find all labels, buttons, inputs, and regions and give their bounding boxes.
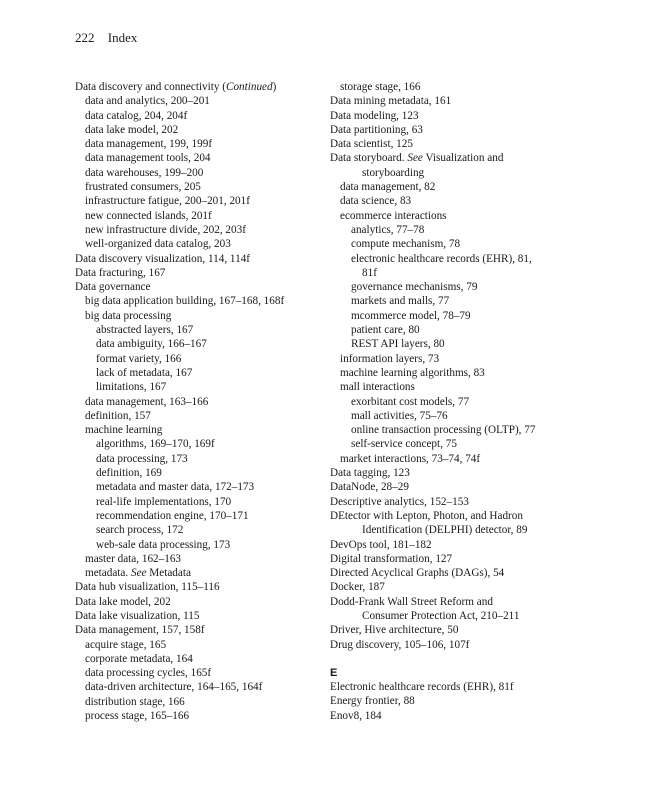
entry-text: definition, 157 xyxy=(85,409,151,422)
entry-text: data management, 199, 199f xyxy=(85,138,213,151)
entry-text: Data management, 157, 158f xyxy=(75,624,205,637)
entry-italic-text: Continued xyxy=(225,81,273,93)
index-main-entry xyxy=(330,509,600,523)
index-sub-entry xyxy=(75,395,325,409)
section-title: Index xyxy=(107,30,138,45)
index-sub-entry xyxy=(75,180,325,194)
entry-text: data ambiguity, 166–167 xyxy=(96,338,207,351)
entry-text: machine learning xyxy=(85,424,163,437)
index-sub-entry xyxy=(75,366,325,380)
entry-text: mcommerce model, 78–79 xyxy=(351,309,471,322)
entry-text: Data modeling, 123 xyxy=(330,109,419,122)
index-sub-entry xyxy=(330,452,600,466)
index-main-entry xyxy=(75,609,325,623)
index-sub-entry xyxy=(75,680,325,694)
entry-text: Identification (DELPHI) detector, 89 xyxy=(362,524,528,537)
index-sub-entry xyxy=(330,309,600,323)
entry-text: data lake model, 202 xyxy=(85,123,179,136)
index-sub-entry xyxy=(75,566,325,580)
entry-text: data and analytics, 200–201 xyxy=(85,95,210,108)
entry-text: Driver, Hive architecture, 50 xyxy=(330,624,459,637)
entry-text: distribution stage, 166 xyxy=(85,695,185,708)
entry-text: online transaction processing (OLTP), 77 xyxy=(351,424,536,437)
index-sub-entry xyxy=(330,166,600,180)
index-main-entry xyxy=(330,94,600,108)
entry-text: Energy frontier, 88 xyxy=(330,695,415,708)
entry-text: patient care, 80 xyxy=(351,324,420,337)
entry-text: storyboarding xyxy=(362,166,425,179)
entry-text: Data fracturing, 167 xyxy=(75,266,166,279)
index-sub-entry xyxy=(330,209,600,223)
index-sub-entry xyxy=(330,294,600,308)
index-main-entry xyxy=(75,80,325,94)
index-sub-entry xyxy=(75,380,325,394)
entry-text: frustrated consumers, 205 xyxy=(85,181,201,194)
entry-text: machine learning algorithms, 83 xyxy=(340,366,485,379)
index-sub-entry xyxy=(75,495,325,509)
index-sub-entry xyxy=(75,666,325,680)
index-sub-entry xyxy=(330,223,600,237)
entry-text: Data hub visualization, 115–116 xyxy=(75,581,220,594)
index-main-entry xyxy=(330,109,600,123)
entry-text: limitations, 167 xyxy=(96,381,167,394)
entry-text: acquire stage, 165 xyxy=(85,638,167,651)
index-main-entry xyxy=(330,495,600,509)
entry-text: data management, 82 xyxy=(340,181,436,194)
index-sub-entry xyxy=(75,423,325,437)
index-column-left xyxy=(75,80,325,723)
entry-text: REST API layers, 80 xyxy=(351,338,445,351)
index-sub-entry xyxy=(75,437,325,451)
index-main-entry xyxy=(330,580,600,594)
index-sub-entry xyxy=(75,223,325,237)
index-sub-entry xyxy=(330,380,600,394)
index-sub-entry xyxy=(330,323,600,337)
entry-text: lack of metadata, 167 xyxy=(96,366,193,379)
index-sub-entry xyxy=(75,137,325,151)
index-sub-entry xyxy=(75,538,325,552)
index-main-entry xyxy=(330,566,600,580)
index-sub-entry xyxy=(75,709,325,723)
entry-text: Enov8, 184 xyxy=(330,709,382,722)
index-sub-entry xyxy=(330,395,600,409)
index-sub-entry xyxy=(330,280,600,294)
index-sub-entry xyxy=(75,294,325,308)
entry-text: electronic healthcare records (EHR), 81, xyxy=(351,252,532,265)
entry-text: big data processing xyxy=(85,309,172,322)
index-sub-entry xyxy=(75,309,325,323)
index-main-entry xyxy=(330,538,600,552)
index-main-entry xyxy=(75,623,325,637)
entry-text: DevOps tool, 181–182 xyxy=(330,538,432,551)
index-main-entry xyxy=(330,552,600,566)
entry-text: data management tools, 204 xyxy=(85,152,211,165)
entry-text: data processing, 173 xyxy=(96,452,188,465)
entry-text: data-driven architecture, 164–165, 164f xyxy=(85,681,263,694)
index-sub-entry xyxy=(75,194,325,208)
index-main-entry xyxy=(75,595,325,609)
index-sub-entry xyxy=(330,237,600,251)
index-sub-entry xyxy=(75,480,325,494)
index-sub-entry xyxy=(75,552,325,566)
index-main-entry xyxy=(330,123,600,137)
entry-text: big data application building, 167–168, 168f xyxy=(85,295,285,308)
section-letter-heading: E xyxy=(330,666,338,679)
entry-text: format variety, 166 xyxy=(96,352,182,365)
entry-text: governance mechanisms, 79 xyxy=(351,281,478,294)
index-sub-entry xyxy=(330,423,600,437)
entry-text: Drug discovery, 105–106, 107f xyxy=(330,638,470,651)
entry-text: data warehouses, 199–200 xyxy=(85,166,204,179)
index-sub-entry xyxy=(75,109,325,123)
entry-text: Data lake visualization, 115 xyxy=(75,609,200,622)
index-sub-entry xyxy=(330,409,600,423)
entry-text: data catalog, 204, 204f xyxy=(85,109,188,122)
entry-text: data processing cycles, 165f xyxy=(85,667,212,680)
index-main-entry xyxy=(330,680,600,694)
index-sub-entry xyxy=(75,695,325,709)
index-main-entry xyxy=(75,280,325,294)
index-sub-entry xyxy=(75,237,325,251)
entry-text: Data discovery and connectivity ( xyxy=(75,81,226,93)
index-main-entry xyxy=(75,252,325,266)
entry-text: Data mining metadata, 161 xyxy=(330,95,452,108)
entry-text: Dodd-Frank Wall Street Reform and xyxy=(330,595,493,608)
entry-text: web-sale data processing, 173 xyxy=(96,538,231,551)
entry-text-tail: Visualization and xyxy=(422,152,504,165)
entry-italic-text: See xyxy=(130,567,147,580)
index-sub-entry xyxy=(330,194,600,208)
entry-text: metadata and master data, 172–173 xyxy=(96,481,255,494)
entry-text: Docker, 187 xyxy=(330,581,385,594)
index-main-entry xyxy=(330,623,600,637)
entry-text: Descriptive analytics, 152–153 xyxy=(330,495,469,508)
entry-text: new infrastructure divide, 202, 203f xyxy=(85,223,246,236)
entry-text: DataNode, 28–29 xyxy=(330,481,409,494)
index-sub-entry xyxy=(330,337,600,351)
entry-italic-text: See xyxy=(407,152,423,165)
entry-text-tail: ) xyxy=(272,81,277,93)
index-sub-entry xyxy=(75,337,325,351)
section-spacer xyxy=(330,652,600,666)
index-main-entry xyxy=(330,151,600,165)
running-header xyxy=(75,30,137,46)
index-sub-entry xyxy=(75,452,325,466)
entry-text: recommendation engine, 170–171 xyxy=(96,509,249,522)
entry-text: information layers, 73 xyxy=(340,352,440,365)
index-sub-entry xyxy=(75,509,325,523)
entry-text: corporate metadata, 164 xyxy=(85,652,193,665)
index-sub-entry xyxy=(330,252,600,266)
index-sub-entry xyxy=(75,352,325,366)
entry-text: Data governance xyxy=(75,281,151,294)
entry-text: infrastructure fatigue, 200–201, 201f xyxy=(85,195,250,208)
index-main-entry xyxy=(330,595,600,609)
index-sub-entry xyxy=(75,151,325,165)
index-sub-entry xyxy=(330,180,600,194)
index-main-entry xyxy=(330,638,600,652)
entry-text: new connected islands, 201f xyxy=(85,209,212,222)
index-main-entry xyxy=(330,694,600,708)
index-sub-entry xyxy=(330,366,600,380)
entry-text: 81f xyxy=(362,266,377,279)
entry-text: Data scientist, 125 xyxy=(330,138,413,151)
entry-text: real-life implementations, 170 xyxy=(96,495,232,508)
entry-text: data science, 83 xyxy=(340,195,412,208)
index-sub-entry xyxy=(330,437,600,451)
entry-text: Data partitioning, 63 xyxy=(330,123,423,136)
index-main-entry xyxy=(330,480,600,494)
index-sub-entry xyxy=(75,638,325,652)
entry-text: markets and malls, 77 xyxy=(351,295,450,308)
index-sub-entry xyxy=(75,523,325,537)
index-sub-entry xyxy=(75,323,325,337)
entry-text: Consumer Protection Act, 210–211 xyxy=(362,609,520,622)
index-sub-entry xyxy=(75,94,325,108)
entry-text: definition, 169 xyxy=(96,467,162,480)
entry-text: compute mechanism, 78 xyxy=(351,238,461,251)
entry-text: Data lake model, 202 xyxy=(75,595,171,608)
entry-text: Data discovery visualization, 114, 114f xyxy=(75,252,251,265)
entry-text: data management, 163–166 xyxy=(85,395,209,408)
entry-text: metadata. xyxy=(85,567,131,580)
entry-text: mall activities, 75–76 xyxy=(351,409,448,422)
index-main-entry xyxy=(75,580,325,594)
entry-text: Digital transformation, 127 xyxy=(330,552,453,565)
index-main-entry xyxy=(330,466,600,480)
page-number: 222 xyxy=(75,30,95,45)
index-sub-entry xyxy=(75,209,325,223)
entry-text: DEtector with Lepton, Photon, and Hadron xyxy=(330,509,523,522)
index-sub-entry xyxy=(75,409,325,423)
entry-text: ecommerce interactions xyxy=(340,209,447,222)
index-sub-entry xyxy=(330,266,600,280)
entry-text: Electronic healthcare records (EHR), 81f xyxy=(330,681,514,694)
index-sub-entry xyxy=(330,609,600,623)
entry-text-tail: Metadata xyxy=(146,567,191,580)
entry-text: self-service concept, 75 xyxy=(351,438,457,451)
entry-text: mall interactions xyxy=(340,381,415,394)
entry-text: exorbitant cost models, 77 xyxy=(351,395,470,408)
entry-text: Data storyboard. xyxy=(330,152,408,165)
index-column-right xyxy=(330,80,600,723)
index-main-entry xyxy=(330,137,600,151)
entry-text: Data tagging, 123 xyxy=(330,467,410,480)
entry-text: market interactions, 73–74, 74f xyxy=(340,452,481,465)
entry-text: algorithms, 169–170, 169f xyxy=(96,438,215,451)
index-sub-entry xyxy=(330,352,600,366)
entry-text: Directed Acyclical Graphs (DAGs), 54 xyxy=(330,567,505,580)
index-main-entry xyxy=(75,266,325,280)
entry-text: abstracted layers, 167 xyxy=(96,324,194,337)
index-sub-entry xyxy=(75,166,325,180)
entry-text: well-organized data catalog, 203 xyxy=(85,238,231,251)
index-sub-entry xyxy=(75,123,325,137)
entry-text: search process, 172 xyxy=(96,524,184,537)
entry-text: analytics, 77–78 xyxy=(351,223,425,236)
index-sub-entry xyxy=(330,523,600,537)
index-sub-entry xyxy=(75,652,325,666)
index-sub-entry xyxy=(75,466,325,480)
index-main-entry xyxy=(330,709,600,723)
entry-text: storage stage, 166 xyxy=(340,81,421,93)
entry-text: master data, 162–163 xyxy=(85,552,182,565)
index-sub-entry xyxy=(330,80,600,94)
entry-text: process stage, 165–166 xyxy=(85,710,190,723)
